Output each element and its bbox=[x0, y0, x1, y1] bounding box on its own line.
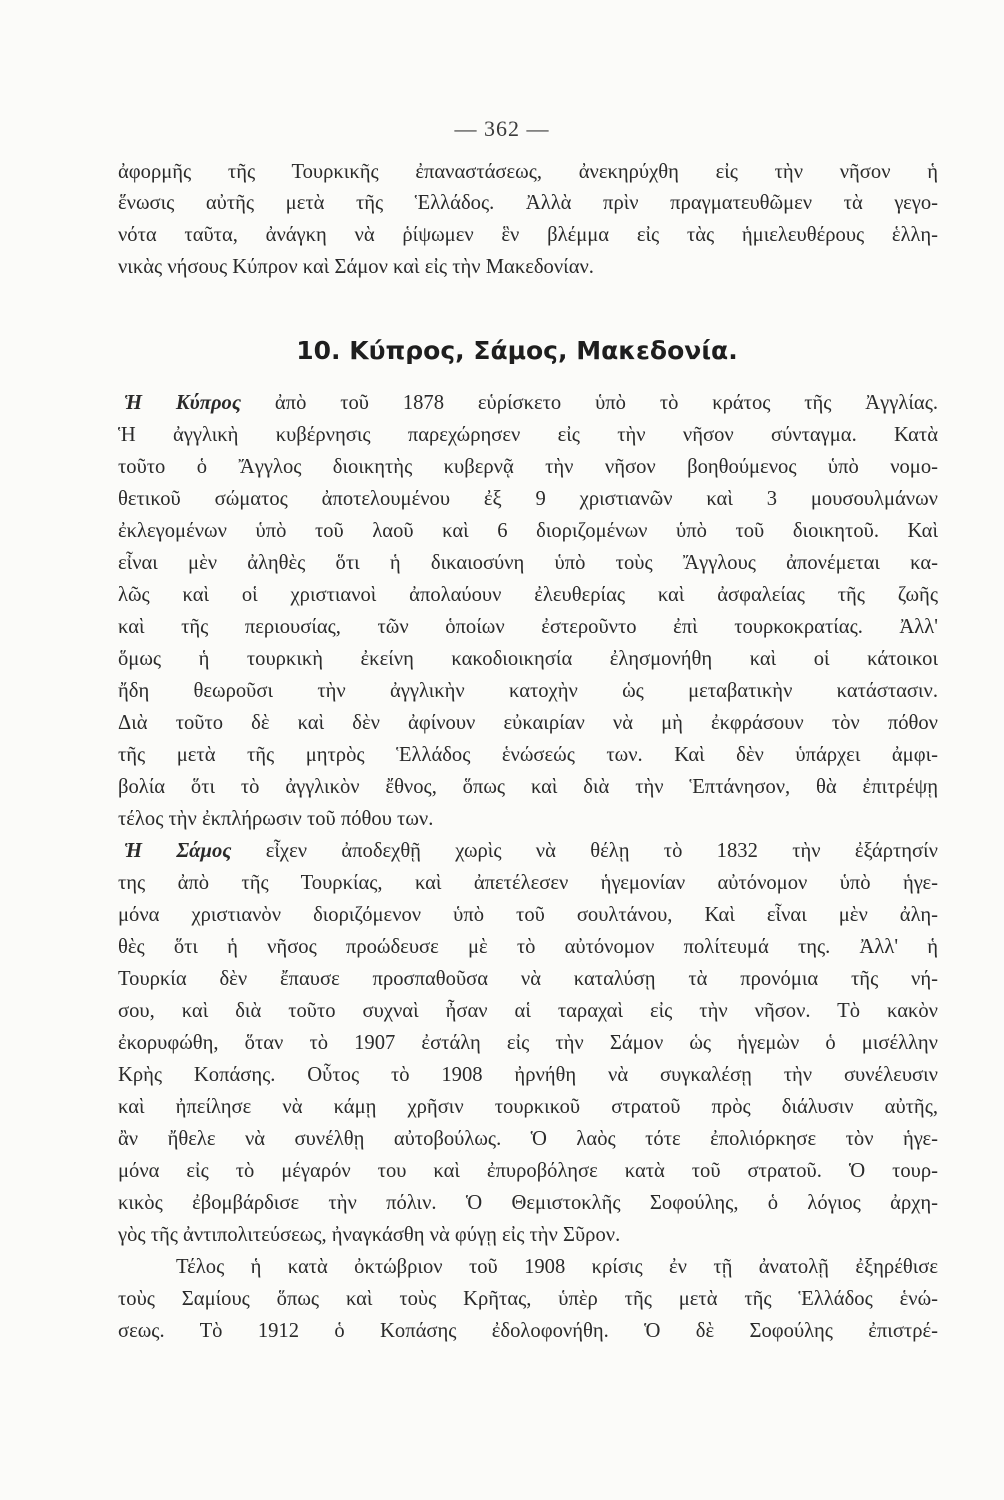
text-line bbox=[118, 1285, 938, 1313]
text-line bbox=[118, 453, 938, 481]
text-line bbox=[118, 1029, 938, 1057]
text-line bbox=[118, 869, 938, 897]
line-text: εἶναι μὲν ἀληθὲς ὅτι ἡ δικαιοσύνη ὑπὸ τοὺς Ἄγγλους ἀπονέμεται κα- bbox=[118, 552, 938, 574]
text-line bbox=[118, 677, 938, 705]
text-line bbox=[176, 1253, 938, 1281]
text-line bbox=[118, 645, 938, 673]
line-text: ἂν ἤθελε νὰ συνέλθῃ αὐτοβούλως. Ὁ λαὸς τότε ἐπολιόρκησε τὸν ἡγε- bbox=[118, 1128, 938, 1150]
line-text: καὶ ἠπείλησε νὰ κάμῃ χρῆσιν τουρκικοῦ στρατοῦ πρὸς διάλυσιν αὐτῆς, bbox=[118, 1096, 938, 1118]
line-text: ὅμως ἡ τουρκικὴ ἐκείνη κακοδιοικησία ἐλησμονήθη καὶ οἱ κάτοικοι bbox=[118, 648, 938, 670]
line-text: σου, καὶ διὰ τοῦτο συχναὶ ἦσαν αἱ ταραχαὶ εἰς τὴν νῆσον. Τὸ κακὸν bbox=[118, 1000, 938, 1022]
text-line bbox=[118, 1093, 938, 1121]
text-line bbox=[118, 933, 938, 961]
line-text: ἐκορυφώθη, ὅταν τὸ 1907 ἐστάλη εἰς τὴν Σάμον ὡς ἡγεμὼν ὁ μισέλλην bbox=[118, 1032, 938, 1054]
lead-term: Ἡ Σάμος bbox=[124, 840, 232, 862]
lead-term: Ἡ Κύπρος bbox=[124, 392, 242, 414]
line-text: ἕνωσις αὐτῆς μετὰ τῆς Ἑλλάδος. Ἀλλὰ πρὶν πραγματευθῶμεν τὰ γεγο- bbox=[118, 192, 938, 214]
line-text: μόνα εἰς τὸ μέγαρόν του καὶ ἐπυροβόλησε κατὰ τοῦ στρατοῦ. Ὁ τουρ- bbox=[118, 1160, 938, 1182]
line-text: θὲς ὅτι ἡ νῆσος προώδευσε μὲ τὸ αὐτόνομον πολίτευμά της. Ἀλλ' ἡ bbox=[118, 936, 938, 958]
text-line bbox=[118, 773, 938, 801]
text-line bbox=[118, 741, 938, 769]
line-text: γὸς τῆς ἀντιπολιτεύσεως, ἠναγκάσθη νὰ φύγῃ εἰς τὴν Σῦρον. bbox=[118, 1224, 621, 1246]
line-text: Τουρκία δὲν ἔπαυσε προσπαθοῦσα νὰ καταλύσῃ τὰ προνόμια τῆς νή- bbox=[118, 968, 938, 990]
text-line bbox=[118, 1125, 938, 1153]
section-heading: 10. Κύπρος, Σάμος, Μακεδονία. bbox=[296, 336, 738, 365]
line-text: Διὰ τοῦτο δὲ καὶ δὲν ἀφίνουν εὐκαιρίαν νὰ μὴ ἐκφράσουν τὸν πόθον bbox=[118, 712, 938, 734]
text-line bbox=[118, 517, 938, 545]
text-line bbox=[118, 221, 938, 249]
line-text: τῆς μετὰ τῆς μητρὸς Ἑλλάδος ἑνώσεώς των. Καὶ δὲν ὑπάρχει ἀμφι- bbox=[118, 744, 938, 766]
text-line bbox=[118, 253, 938, 281]
line-text: βολία ὅτι τὸ ἀγγλικὸν ἔθνος, ὅπως καὶ διὰ τὴν Ἑπτάνησον, θὰ ἐπιτρέψῃ bbox=[118, 776, 938, 798]
line-text: μόνα χριστιανὸν διοριζόμενον ὑπὸ τοῦ σουλτάνου, Καὶ εἶναι μὲν ἀλη- bbox=[118, 904, 938, 926]
line-text: τοῦτο ὁ Ἄγγλος διοικητὴς κυβερνᾷ τὴν νῆσον βοηθούμενος ὑπὸ νομο- bbox=[118, 456, 938, 478]
text-line bbox=[118, 1221, 938, 1249]
line-text: θετικοῦ σώματος ἀποτελουμένου ἐξ 9 χριστιανῶν καὶ 3 μουσουλμάνων bbox=[118, 488, 938, 510]
text-line bbox=[118, 709, 938, 737]
line-text: τέλος τὴν ἐκπλήρωσιν τοῦ πόθου των. bbox=[118, 808, 434, 830]
line-text: ἤδη θεωροῦσι τὴν ἀγγλικὴν κατοχὴν ὡς μεταβατικὴν κατάστασιν. bbox=[118, 680, 938, 702]
line-text: Κρὴς Κοπάσης. Οὗτος τὸ 1908 ἠρνήθη νὰ συγκαλέσῃ τὴν συνέλευσιν bbox=[118, 1064, 938, 1086]
text-line bbox=[118, 805, 938, 833]
text-line bbox=[118, 549, 938, 577]
text-line bbox=[118, 189, 938, 217]
text-line bbox=[118, 421, 938, 449]
line-text: λῶς καὶ οἱ χριστιανοὶ ἀπολαύουν ἐλευθερίας καὶ ἀσφαλείας τῆς ζωῆς bbox=[118, 584, 938, 606]
line-text: Τέλος ἡ κατὰ ὀκτώβριον τοῦ 1908 κρίσις ἐν τῇ ἀνατολῇ ἐξηρέθισε bbox=[176, 1256, 938, 1278]
text-line bbox=[118, 901, 938, 929]
text-line bbox=[118, 1157, 938, 1185]
text-line bbox=[124, 837, 938, 865]
line-text: νικὰς νήσους Κύπρον καὶ Σάμον καὶ εἰς τὴν Μακεδονίαν. bbox=[118, 256, 594, 278]
text-line bbox=[118, 485, 938, 513]
text-line bbox=[118, 1317, 938, 1345]
text-line bbox=[118, 613, 938, 641]
line-text: Ἡ ἀγγλικὴ κυβέρνησις παρεχώρησεν εἰς τὴν νῆσον σύνταγμα. Κατὰ bbox=[118, 424, 938, 446]
line-text: τοὺς Σαμίους ὅπως καὶ τοὺς Κρῆτας, ὑπὲρ τῆς μετὰ τῆς Ἑλλάδος ἑνώ- bbox=[118, 1288, 938, 1310]
page-number: — 362 — bbox=[454, 116, 550, 141]
line-text: ἀπὸ τοῦ 1878 εὑρίσκετο ὑπὸ τὸ κράτος τῆς Ἀγγλίας. bbox=[241, 392, 938, 414]
text-line bbox=[118, 965, 938, 993]
line-text: εἶχεν ἀποδεχθῇ χωρὶς νὰ θέλῃ τὸ 1832 τὴν ἐξάρτησίν bbox=[231, 840, 938, 862]
line-text: ἐκλεγομένων ὑπὸ τοῦ λαοῦ καὶ 6 διοριζομένων ὑπὸ τοῦ διοικητοῦ. Καὶ bbox=[118, 520, 938, 542]
text-line bbox=[118, 581, 938, 609]
text-line bbox=[118, 1189, 938, 1217]
line-text: κικὸς ἐβομβάρδισε τὴν πόλιν. Ὁ Θεμιστοκλῆς Σοφούλης, ὁ λόγιος ἀρχη- bbox=[118, 1192, 938, 1214]
line-text: της ἀπὸ τῆς Τουρκίας, καὶ ἀπετέλεσεν ἡγεμονίαν αὐτόνομον ὑπὸ ἡγε- bbox=[118, 872, 938, 894]
line-text: νότα ταῦτα, ἀνάγκη νὰ ῥίψωμεν ἓν βλέμμα εἰς τὰς ἡμιελευθέρους ἑλλη- bbox=[118, 224, 938, 246]
text-line bbox=[118, 1061, 938, 1089]
text-line bbox=[118, 997, 938, 1025]
text-line bbox=[124, 389, 938, 417]
line-text: σεως. Τὸ 1912 ὁ Κοπάσης ἐδολοφονήθη. Ὁ δὲ Σοφούλης ἐπιστρέ- bbox=[118, 1320, 938, 1342]
line-text: ἀφορμῆς τῆς Τουρκικῆς ἐπαναστάσεως, ἀνεκηρύχθη εἰς τὴν νῆσον ἡ bbox=[118, 161, 938, 183]
text-line bbox=[118, 158, 938, 186]
line-text: καὶ τῆς περιουσίας, τῶν ὁποίων ἐστεροῦντο ἐπὶ τουρκοκρατίας. Ἀλλ' bbox=[118, 616, 938, 638]
